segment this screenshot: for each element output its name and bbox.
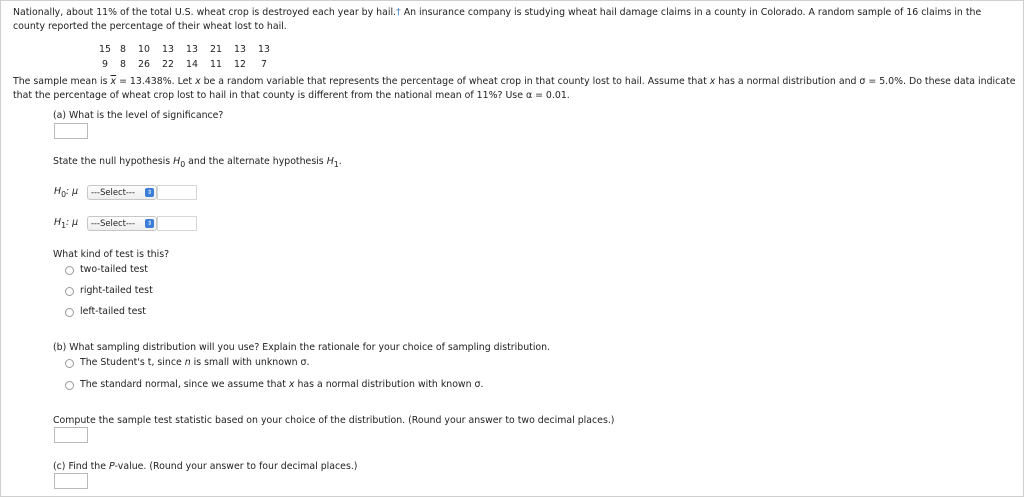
select-text: ---Select---	[91, 187, 135, 197]
problem-seg: The sample mean is	[13, 76, 111, 87]
radio-left-tailed[interactable]	[65, 308, 74, 317]
h1-sub: 1	[333, 159, 339, 169]
footnote-link[interactable]: †	[396, 7, 401, 18]
problem-text	[13, 75, 1018, 102]
data-row-1	[96, 44, 276, 55]
option-seg: is small with unknown σ.	[190, 357, 310, 368]
data-cell: 11	[210, 59, 222, 70]
h0-letter: H	[54, 186, 62, 197]
data-cell: 8	[120, 44, 126, 55]
problem-seg: = 13.438%. Let	[116, 76, 196, 87]
option-student-t	[80, 357, 309, 368]
select-arrows-icon: ⇕	[146, 189, 153, 196]
h1-letter-sub: 1	[61, 220, 67, 230]
data-row-2	[96, 59, 276, 70]
h0-label	[54, 186, 78, 199]
h1-letter: H	[54, 217, 62, 228]
radio-two-tailed[interactable]	[65, 266, 74, 275]
intro-line-cont: An insurance company is studying wheat hail damage claims in a county in Colorado. A random sample of 16 claims in the county reported the percentage of their wheat lost to hail.	[13, 7, 982, 32]
option-seg: has a normal distribution with known σ.	[294, 379, 484, 390]
data-cell: 21	[210, 44, 222, 55]
intro-text	[13, 6, 1013, 33]
radio-student-t[interactable]	[65, 359, 74, 368]
radio-standard-normal[interactable]	[65, 381, 74, 390]
h0-letter-sub: 0	[61, 189, 67, 199]
data-cell: 15	[99, 44, 111, 55]
option-seg: The standard normal, since we assume that	[80, 379, 289, 390]
data-cell: 13	[186, 44, 198, 55]
option-two-tailed: two-tailed test	[80, 264, 148, 275]
p-symbol: P	[109, 461, 115, 472]
significance-input[interactable]	[54, 123, 88, 139]
h0-value-input[interactable]	[157, 185, 197, 200]
h0-sub: 0	[180, 159, 186, 169]
h0-symbol: H	[173, 156, 181, 167]
data-cell: 13	[162, 44, 174, 55]
part-c-question	[53, 461, 357, 472]
mu-symbol: : μ	[66, 186, 79, 197]
question-seg: -value. (Round your answer to four decimal places.)	[114, 461, 358, 472]
h1-symbol: H	[326, 156, 334, 167]
intro-line: Nationally, about 11% of the total U.S. wheat crop is destroyed each year by hail.	[13, 7, 397, 18]
option-left-tailed: left-tailed test	[80, 306, 146, 317]
data-cell: 9	[102, 59, 108, 70]
select-text: ---Select---	[91, 218, 135, 228]
h1-label	[54, 217, 78, 230]
part-b-question: (b) What sampling distribution will you use? Explain the rationale for your choice of sampling distribution.	[53, 342, 551, 353]
data-cell: 13	[258, 44, 270, 55]
h1-value-input[interactable]	[157, 216, 197, 231]
data-cell: 22	[162, 59, 174, 70]
h1-operator-select[interactable]	[87, 216, 157, 231]
x-symbol: x	[195, 76, 201, 87]
xbar-symbol: $\overline{x}$	[110, 76, 117, 87]
x-symbol: x	[709, 76, 716, 87]
n-symbol: n	[184, 357, 191, 368]
prompt-seg: and the alternate hypothesis	[185, 156, 327, 167]
prompt-seg: .	[338, 156, 342, 167]
prompt-seg: State the null hypothesis	[53, 156, 174, 167]
x-symbol: x	[288, 379, 295, 390]
test-kind-question: What kind of test is this?	[53, 249, 170, 260]
select-arrows-icon: ⇕	[146, 220, 153, 227]
p-value-input[interactable]	[54, 473, 88, 489]
compute-question: Compute the sample test statistic based on your choice of the distribution. (Round your answer to two decimal places.)	[53, 415, 615, 426]
data-cell: 26	[138, 59, 150, 70]
data-cell: 12	[234, 59, 246, 70]
test-statistic-input[interactable]	[54, 427, 88, 443]
option-right-tailed: right-tailed test	[80, 285, 153, 296]
h0-operator-select[interactable]	[87, 185, 157, 200]
problem-seg: be a random variable that represents the percentage of wheat crop in that county lost to hail. Assume that	[200, 76, 710, 87]
data-cell: 10	[138, 44, 150, 55]
part-a-question: (a) What is the level of significance?	[53, 110, 224, 121]
question-seg: (c) Find the	[53, 461, 110, 472]
problem-seg: has a normal distribution and σ = 5.0%. Do these data indicate that the percentage of wheat crop lost to hail in that county is different from the national mean of 11%? Use α = 0.01.	[13, 76, 1016, 101]
option-standard-normal	[80, 379, 483, 390]
data-cell: 13	[234, 44, 246, 55]
hypothesis-prompt	[53, 156, 342, 169]
data-cell: 7	[261, 59, 267, 70]
data-cell: 14	[186, 59, 198, 70]
option-seg: The Student's t, since	[80, 357, 185, 368]
data-cell: 8	[120, 59, 126, 70]
mu-symbol: : μ	[66, 217, 79, 228]
radio-right-tailed[interactable]	[65, 287, 74, 296]
